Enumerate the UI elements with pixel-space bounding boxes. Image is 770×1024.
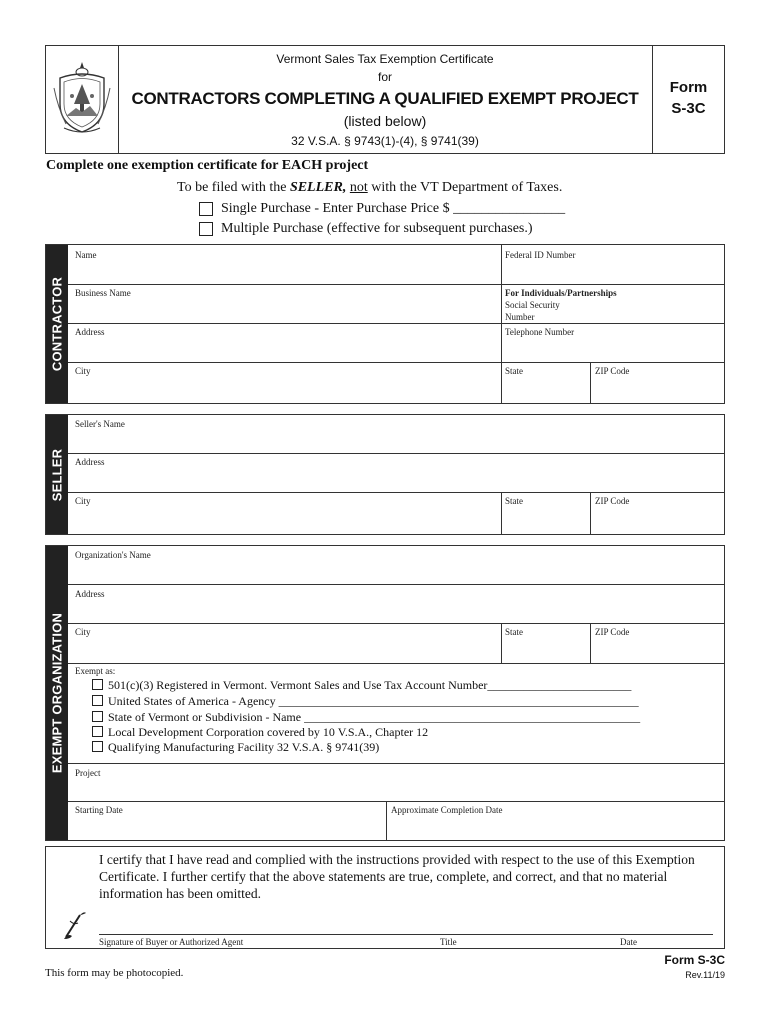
signature-pen-icon [62, 909, 88, 941]
seller-box [45, 414, 725, 535]
multiple-purchase-checkbox[interactable] [199, 222, 213, 236]
exempt-checkbox[interactable] [92, 741, 103, 752]
org-state-label: State [505, 627, 523, 637]
exempt-checkbox[interactable] [92, 695, 103, 706]
seller-section-label: SELLER [45, 414, 68, 535]
exempt-option-local-development[interactable]: Local Development Corporation covered by 10 V.S.A., Chapter 12 [92, 725, 428, 740]
contractor-address-label: Address [75, 327, 105, 337]
org-address-label: Address [75, 589, 105, 599]
form-number: S-3C [671, 100, 706, 117]
exempt-option-manufacturing[interactable]: Qualifying Manufacturing Facility 32 V.S.A. § 9741(39) [92, 740, 379, 755]
contractor-city-label: City [75, 366, 91, 376]
individuals-heading: For Individuals/Partnerships [505, 288, 617, 298]
certification-statement: I certify that I have read and complied with the instructions provided with respect to the use of this Exemption Certificate. I further certify that the above statements are true, complete, and correct, and that no material information has been omitted. [99, 852, 695, 901]
sellers-name-label: Seller's Name [75, 419, 125, 429]
seller-zip-label: ZIP Code [595, 496, 630, 506]
starting-date-label: Starting Date [75, 805, 123, 815]
telephone-label: Telephone Number [505, 327, 575, 337]
signature-label: Signature of Buyer or Authorized Agent [99, 937, 244, 947]
single-purchase-option[interactable]: Single Purchase - Enter Purchase Price $ ________________ [199, 201, 565, 217]
contractor-name-label: Name [75, 250, 97, 260]
filed-with-seller-text: To be filed with the SELLER, not with the VT Department of Taxes. [177, 180, 563, 195]
date-label: Date [620, 937, 637, 947]
page-title: CONTRACTORS COMPLETING A QUALIFIED EXEMPT PROJECT [131, 89, 639, 108]
header-line2: for [377, 70, 392, 84]
project-label: Project [75, 768, 101, 778]
org-name-label: Organization's Name [75, 550, 151, 560]
seller-city-label: City [75, 496, 91, 506]
exempt-option-501c3[interactable]: 501(c)(3) Registered in Vermont. Vermont Sales and Use Tax Account Number________________________ [92, 678, 631, 693]
exempt-as-label: Exempt as: [75, 666, 116, 676]
ssn-label: Social Security [505, 300, 560, 310]
contractor-state-label: State [505, 366, 523, 376]
org-zip-label: ZIP Code [595, 627, 630, 637]
contractor-box [45, 244, 725, 404]
org-city-label: City [75, 627, 91, 637]
title-label: Title [440, 937, 457, 947]
exempt-org-box [45, 545, 725, 841]
exempt-option-vermont-subdivision[interactable]: State of Vermont or Subdivision - Name ________________________________________________________ [92, 710, 640, 725]
completion-date-label: Approximate Completion Date [391, 805, 503, 815]
federal-id-label: Federal ID Number [505, 250, 576, 260]
exempt-checkbox[interactable] [92, 726, 103, 737]
footer-form-number: Form S-3C [664, 953, 725, 967]
header-statute: 32 V.S.A. § 9743(1)-(4), § 9741(39) [291, 134, 479, 148]
exempt-org-section-label: EXEMPT ORGANIZATION [45, 545, 68, 841]
form-label: Form [669, 79, 708, 96]
contractor-zip-label: ZIP Code [595, 366, 630, 376]
seller-address-label: Address [75, 457, 105, 467]
header-subtitle: (listed below) [343, 113, 427, 129]
single-purchase-checkbox[interactable] [199, 202, 213, 216]
header-line1: Vermont Sales Tax Exemption Certificate [276, 52, 494, 66]
multiple-purchase-option[interactable]: Multiple Purchase (effective for subsequent purchases.) [199, 221, 533, 237]
footer-revision: Rev.11/19 [685, 970, 725, 980]
ssn-label-2: Number [505, 312, 535, 322]
exempt-option-usa-agency[interactable]: United States of America - Agency ____________________________________________________________ [92, 694, 639, 709]
seller-state-label: State [505, 496, 523, 506]
vermont-seal-icon [50, 58, 114, 138]
exempt-checkbox[interactable] [92, 679, 103, 690]
photocopy-note: This form may be photocopied. [45, 967, 184, 979]
exempt-checkbox[interactable] [92, 711, 103, 722]
intro-heading: Complete one exemption certificate for EACH project [46, 158, 369, 173]
business-name-label: Business Name [75, 288, 131, 298]
contractor-section-label: CONTRACTOR [45, 244, 68, 404]
